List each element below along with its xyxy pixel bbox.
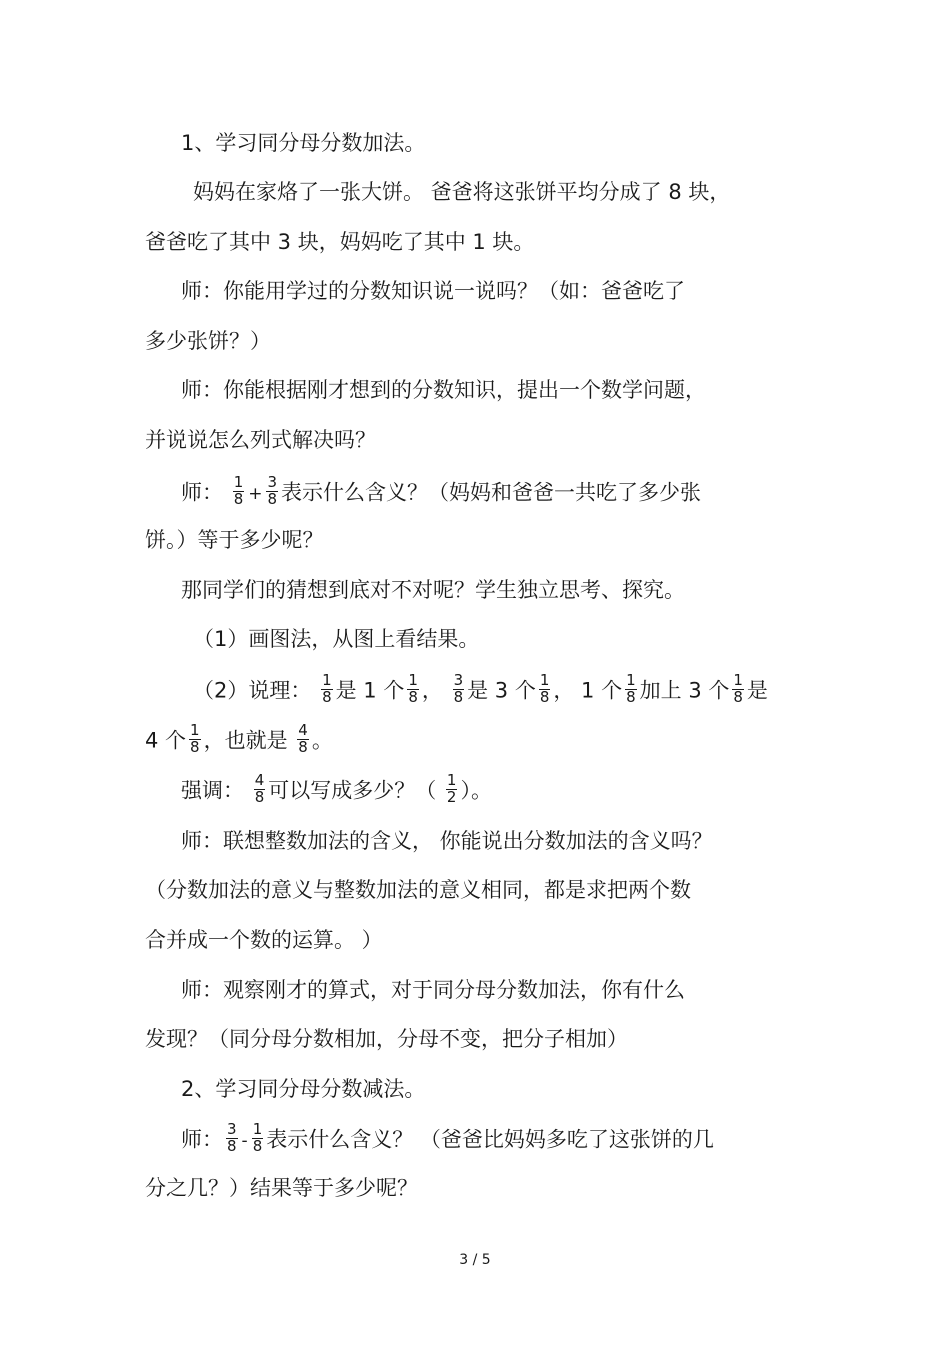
- method-2-text: 是 1 个: [335, 678, 405, 703]
- fraction-one-eighth: [189, 723, 201, 756]
- emphasis-text: 可以写成多少？（: [268, 778, 437, 803]
- method-2-text: ， 1 个: [553, 678, 623, 703]
- fraction-denominator: 8: [539, 687, 550, 706]
- fraction-numerator: 1: [233, 473, 244, 491]
- fraction-denominator: 8: [190, 737, 200, 756]
- observe-question-1: 师：观察刚才的算式，对于同分母分数加法，你有什么: [181, 978, 685, 1002]
- fraction-numerator: 4: [298, 721, 308, 739]
- fraction-denominator: 8: [322, 687, 332, 706]
- method-2-line-1: [193, 671, 768, 708]
- method-2-prefix: （2）说理：: [193, 678, 312, 703]
- fraction-denominator: 8: [267, 489, 278, 508]
- method-2-text: 是 3 个: [467, 678, 536, 703]
- fraction-three-eighths: [453, 673, 465, 706]
- fraction-denominator: 8: [254, 787, 265, 806]
- method-2-text: 。: [311, 728, 333, 753]
- fraction-one-eighth: [625, 673, 637, 706]
- fraction-numerator: 4: [254, 771, 265, 789]
- fraction-denominator: 8: [298, 737, 308, 756]
- fraction-denominator: 8: [733, 687, 743, 706]
- fraction-numerator: 1: [408, 671, 418, 689]
- plus-sign: +: [248, 484, 263, 505]
- method-2-text: 加上 3 个: [639, 678, 730, 703]
- fraction-numerator: 1: [252, 1120, 263, 1138]
- fraction-numerator: 3: [227, 1120, 237, 1138]
- fraction-numerator: 1: [626, 671, 636, 689]
- emphasis-line: [181, 771, 492, 808]
- fraction-one-eighth: [252, 1122, 264, 1155]
- fraction-denominator: 8: [626, 687, 636, 706]
- fraction-one-eighth: [539, 673, 551, 706]
- method-2-text: ，也就是: [203, 728, 288, 753]
- fraction-denominator: 8: [453, 687, 464, 706]
- sub-prefix: 师：: [181, 1127, 223, 1152]
- story-line-1: 妈妈在家烙了一张大饼。 爸爸将这张饼平均分成了 8 块，: [193, 180, 731, 204]
- fraction-numerator: 3: [453, 671, 464, 689]
- subtraction-question-1: [181, 1120, 714, 1157]
- teacher-question-3a: [181, 473, 702, 510]
- heading-addition: 1、学习同分母分数加法。: [181, 131, 426, 155]
- teacher-question-1b: 多少张饼？）: [145, 329, 271, 353]
- q3-suffix: 表示什么含义？（妈妈和爸爸一共吃了多少张: [281, 480, 702, 505]
- subtraction-question-2: 分之几？）结果等于多少呢？: [145, 1176, 418, 1200]
- emphasis-end: ）。: [460, 778, 492, 803]
- fraction-numerator: 1: [733, 671, 743, 689]
- inquiry-line: 那同学们的猜想到底对不对呢？学生独立思考、探究。: [181, 578, 685, 602]
- method-2-text: 是: [746, 678, 768, 703]
- fraction-numerator: 1: [539, 671, 550, 689]
- fraction-one-eighth: [233, 475, 245, 508]
- fraction-four-eighths: [254, 773, 266, 806]
- heading-subtraction: 2、学习同分母分数减法。: [181, 1077, 426, 1101]
- fraction-numerator: 1: [446, 771, 457, 789]
- method-2-line-2: [145, 721, 333, 758]
- q3-prefix: 师：: [181, 480, 223, 505]
- fraction-one-half: [446, 773, 458, 806]
- fraction-one-eighth: [732, 673, 744, 706]
- observe-question-2: 发现？（同分母分数相加，分母不变，把分子相加）: [145, 1027, 628, 1051]
- minus-sign: -: [241, 1131, 248, 1152]
- fraction-numerator: 1: [322, 671, 332, 689]
- sub-suffix: 表示什么含义？ （爸爸比妈妈多吃了这张饼的几: [266, 1127, 714, 1152]
- meaning-answer-2: 合并成一个数的运算。 ）: [145, 928, 383, 952]
- fraction-denominator: 8: [252, 1136, 263, 1155]
- method-2-text: ，: [421, 678, 443, 703]
- teacher-question-1a: 师：你能用学过的分数知识说一说吗？（如：爸爸吃了: [181, 279, 685, 303]
- meaning-question: 师：联想整数加法的含义， 你能说出分数加法的含义吗？: [181, 829, 713, 853]
- teacher-question-2a: 师：你能根据刚才想到的分数知识，提出一个数学问题，: [181, 378, 706, 402]
- fraction-three-eighths: [266, 475, 278, 508]
- teacher-question-2b: 并说说怎么列式解决吗？: [145, 428, 376, 452]
- fraction-four-eighths: [297, 723, 309, 756]
- method-2-text: 4 个: [145, 728, 187, 753]
- fraction-one-eighth: [321, 673, 333, 706]
- method-1: （1）画图法，从图上看结果。: [193, 627, 480, 651]
- fraction-denominator: 8: [233, 489, 244, 508]
- fraction-three-eighths: [226, 1122, 238, 1155]
- page-number: 3 / 5: [459, 1252, 491, 1268]
- story-line-2: 爸爸吃了其中 3 块，妈妈吃了其中 1 块。: [145, 230, 535, 254]
- fraction-one-eighth: [407, 673, 419, 706]
- teacher-question-3b: 饼。）等于多少呢？: [145, 528, 324, 552]
- meaning-answer-1: （分数加法的意义与整数加法的意义相同，都是求把两个数: [145, 878, 691, 902]
- emphasis-prefix: 强调：: [181, 778, 244, 803]
- fraction-numerator: 3: [267, 473, 278, 491]
- fraction-denominator: 8: [408, 687, 418, 706]
- fraction-denominator: 8: [227, 1136, 237, 1155]
- fraction-numerator: 1: [190, 721, 200, 739]
- fraction-denominator: 2: [446, 787, 457, 806]
